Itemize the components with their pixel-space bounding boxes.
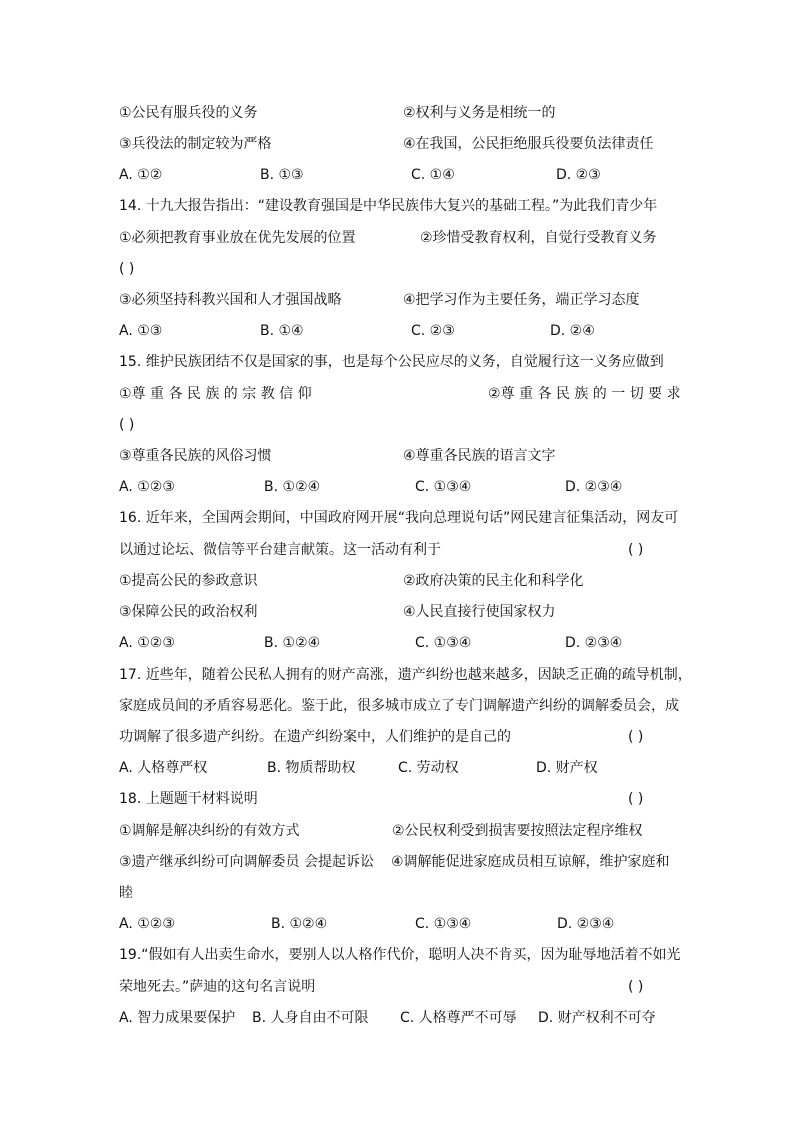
choice-d: D. ②③④ (565, 635, 623, 651)
choice-b: B. ①④ (260, 323, 304, 339)
choice-a: A. ①②③ (119, 916, 175, 932)
choice-a: A. ①③ (119, 323, 163, 339)
choice-d: D. ②③ (556, 167, 601, 183)
choice-c: C. ①④ (411, 167, 455, 183)
answer-paren: ( ) (628, 791, 644, 807)
choice-d: D. 财产权利不可夺 (538, 1010, 656, 1026)
choice-b: B. ①②④ (271, 916, 328, 932)
choice-a: A. 人格尊严权 (119, 760, 208, 776)
option-4: ④尊重各民族的语言文字 (403, 448, 556, 464)
answer-paren: ( ) (119, 417, 135, 433)
answer-paren: ( ) (628, 729, 644, 745)
option-1: ①尊 重 各 民 族 的 宗 教 信 仰 (119, 386, 312, 402)
option-4: ④调解能促进家庭成员相互谅解，维护家庭和 (391, 854, 670, 870)
choice-b: B. ①③ (260, 167, 304, 183)
option-1: ①调解是解决纠纷的有效方式 (119, 823, 300, 839)
question-17-stem-cont: 家庭成员间的矛盾容易恶化。鉴于此，很多城市成立了专门调解遗产纠纷的调解委员会，成 (119, 698, 679, 714)
option-2: ②珍惜受教育权利，自觉行受教育义务 (420, 230, 657, 246)
choice-d: D. 财产权 (536, 760, 598, 776)
choice-d: D. ②③④ (557, 916, 615, 932)
answer-paren: ( ) (628, 542, 644, 558)
choice-a: A. ①② (119, 167, 163, 183)
choice-a: A. ①②③ (119, 635, 175, 651)
answer-paren: ( ) (119, 261, 135, 277)
choice-c: C. ①③④ (415, 635, 472, 651)
option-4: ④人民直接行使国家权力 (403, 604, 556, 620)
option-2: ②权利与义务是相统一的 (403, 105, 556, 121)
option-1: ①提高公民的参政意识 (119, 573, 258, 589)
question-19-stem-cont: 荣地死去。”萨迪的这句名言说明 (119, 979, 316, 995)
option-3: ③兵役法的制定较为严格 (119, 136, 272, 152)
choice-b: B. 物质帮助权 (267, 760, 356, 776)
option-4-cont: 睦 (119, 885, 133, 901)
question-17-stem-end: 功调解了很多遗产纠纷。在遗产纠纷案中，人们维护的是自己的 (119, 729, 511, 745)
option-3: ③尊重各民族的风俗习惯 (119, 448, 272, 464)
choice-c: C. 劳动权 (398, 760, 459, 776)
choice-c: C. ②③ (411, 323, 455, 339)
choice-c: C. 人格尊严不可辱 (400, 1010, 517, 1026)
question-14-stem: 14. 十九大报告指出：“建设教育强国是中华民族伟大复兴的基础工程。”为此我们青少年 (119, 198, 658, 214)
choice-a: A. ①②③ (119, 479, 175, 495)
question-18-stem: 18. 上题题干材料说明 (119, 791, 258, 807)
option-3: ③保障公民的政治权利 (119, 604, 258, 620)
choice-b: B. ①②④ (264, 635, 321, 651)
choice-d: D. ②④ (550, 323, 595, 339)
choice-c: C. ①③④ (415, 916, 472, 932)
question-16-stem-cont: 以通过论坛、微信等平台建言献策。这一活动有利于 (119, 542, 441, 558)
question-17-stem: 17. 近些年，随着公民私人拥有的财产高涨，遗产纠纷也越来越多，因缺乏正确的疏导机制， (119, 667, 692, 683)
option-2: ②尊 重 各 民 族 的 一 切 要 求 (488, 386, 681, 402)
question-19-stem: 19.“假如有人出卖生命水，要别人以人格作代价，聪明人决不肯买，因为耻辱地活着不如光 (119, 947, 681, 963)
choice-d: D. ②③④ (565, 479, 623, 495)
option-2: ②政府决策的民主化和科学化 (403, 573, 584, 589)
choice-b: B. 人身自由不可限 (252, 1010, 369, 1026)
option-2: ②公民权利受到损害要按照法定程序维权 (392, 823, 643, 839)
question-16-stem: 16. 近年来，全国两会期间，中国政府网开展“我向总理说句话”网民建言征集活动，网友可 (119, 510, 679, 526)
option-4: ④把学习作为主要任务，端正学习态度 (403, 292, 640, 308)
choice-b: B. ①②④ (264, 479, 321, 495)
option-4: ④在我国，公民拒绝服兵役要负法律责任 (403, 136, 654, 152)
option-3: ③必须坚持科教兴国和人才强国战略 (119, 292, 342, 308)
answer-paren: ( ) (628, 979, 644, 995)
option-3: ③遗产继承纠纷可向调解委员 会提起诉讼 (119, 854, 374, 870)
choice-c: C. ①③④ (415, 479, 472, 495)
option-1: ①公民有服兵役的义务 (119, 105, 258, 121)
choice-a: A. 智力成果要保护 (119, 1010, 236, 1026)
question-15-stem: 15. 维护民族团结不仅是国家的事，也是每个公民应尽的义务，自觉履行这一义务应做到 (119, 354, 664, 370)
option-1: ①必须把教育事业放在优先发展的位置 (119, 230, 356, 246)
